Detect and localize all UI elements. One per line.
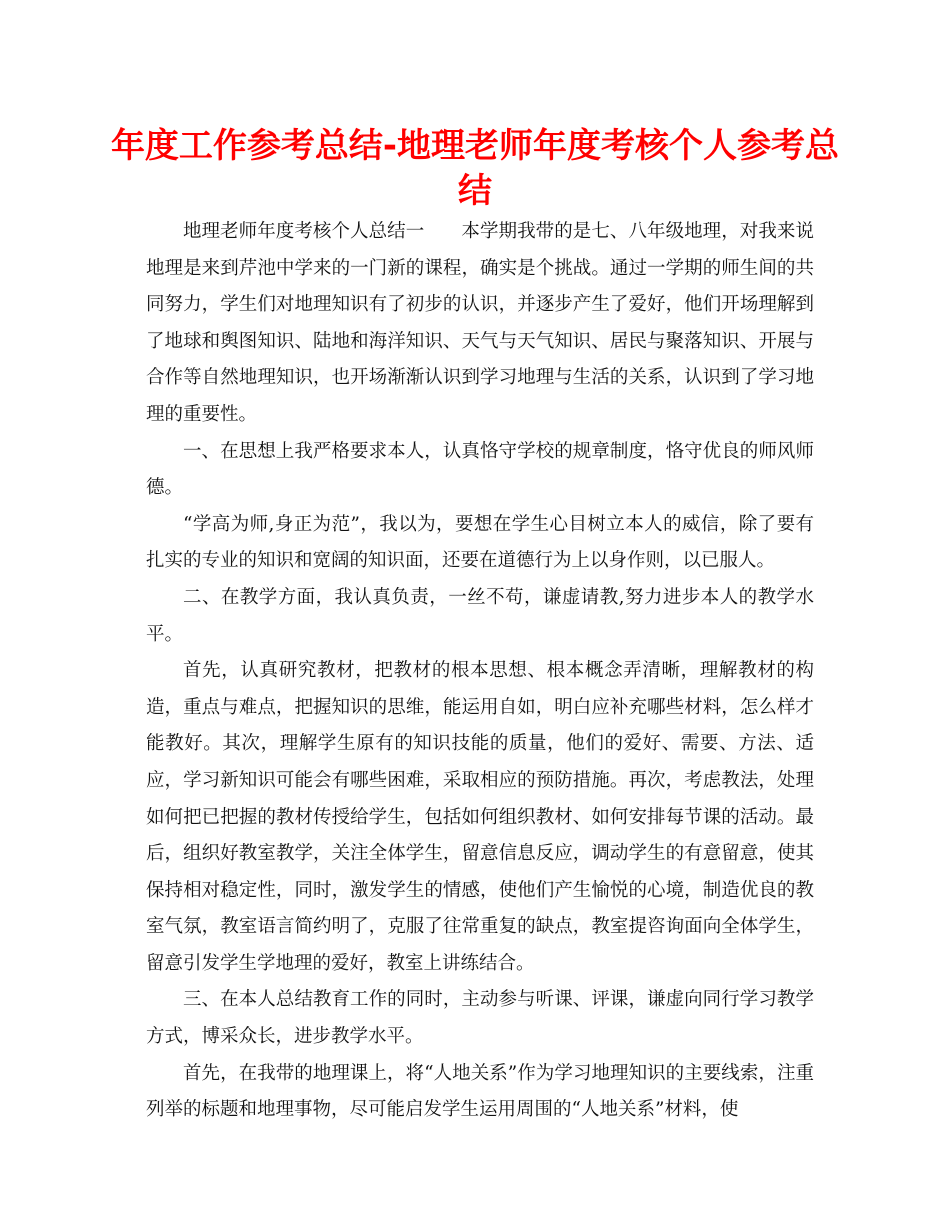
paragraph-section-one: 一、在思想上我严格要求本人，认真恪守学校的规章制度，恪守优良的师风师德。 bbox=[146, 440, 814, 499]
paragraph-section-two: 二、在教学方面，我认真负责，一丝不苟，谦虚请教,努力进步本人的教学水平。 bbox=[146, 586, 814, 645]
paragraph-quote: “学高为师,身正为范”，我以为，要想在学生心目树立本人的威信，除了要有扎实的专业的知识和宽阔的知识面，还要在道德行为上以身作则，以已服人。 bbox=[146, 513, 814, 572]
paragraph-teaching-methods: 首先，认真研究教材，把教材的根本思想、根本概念弄清晰，理解教材的构造，重点与难点，把握知识的思维，能运用自如，明白应补充哪些材料，怎么样才能教好。其次，理解学生原有的知识技能的质量，他们的爱好、需要、方法、适应，学习新知识可能会有哪些困难，采取相应的预防措施。再次，考虑教法，处理如何把已把握的教材传授给学生，包括如何组织教材、如何安排每节课的活动。最后，组织好教室教学，关注全体学生，留意信息反应，调动学生的有意留意，使其保持相对稳定性，同时，激发学生的情感，使他们产生愉悦的心境，制造优良的教室气氛，教室语言简约明了，克服了往常重复的缺点，教室提咨询面向全体学生，留意引发学生学地理的爱好，教室上讲练结合。 bbox=[146, 660, 814, 974]
paragraph-human-land: 首先，在我带的地理课上，将“人地关系”作为学习地理知识的主要线索，注重列举的标题和地理事物，尽可能启发学生运用周围的“人地关系”材料，使 bbox=[146, 1062, 814, 1121]
document-title: 年度工作参考总结-地理老师年度考核个人参考总结 bbox=[110, 126, 840, 211]
paragraph-intro: 地理老师年度考核个人总结一 本学期我带的是七、八年级地理，对我来说地理是来到芹池中学来的一门新的课程，确实是个挑战。通过一学期的师生间的共同努力，学生们对地理知识有了初步的认识，并逐步产生了爱好，他们开场理解到了地球和舆图知识、陆地和海洋知识、天气与天气知识、居民与聚落知识、开展与合作等自然地理知识，也开场渐渐认识到学习地理与生活的关系，认识到了学习地理的重要性。 bbox=[146, 221, 814, 425]
document-body bbox=[146, 214, 814, 1129]
paragraph-section-three: 三、在本人总结教育工作的同时，主动参与听课、评课，谦虚向同行学习教学方式，博采众长，进步教学水平。 bbox=[146, 989, 814, 1048]
